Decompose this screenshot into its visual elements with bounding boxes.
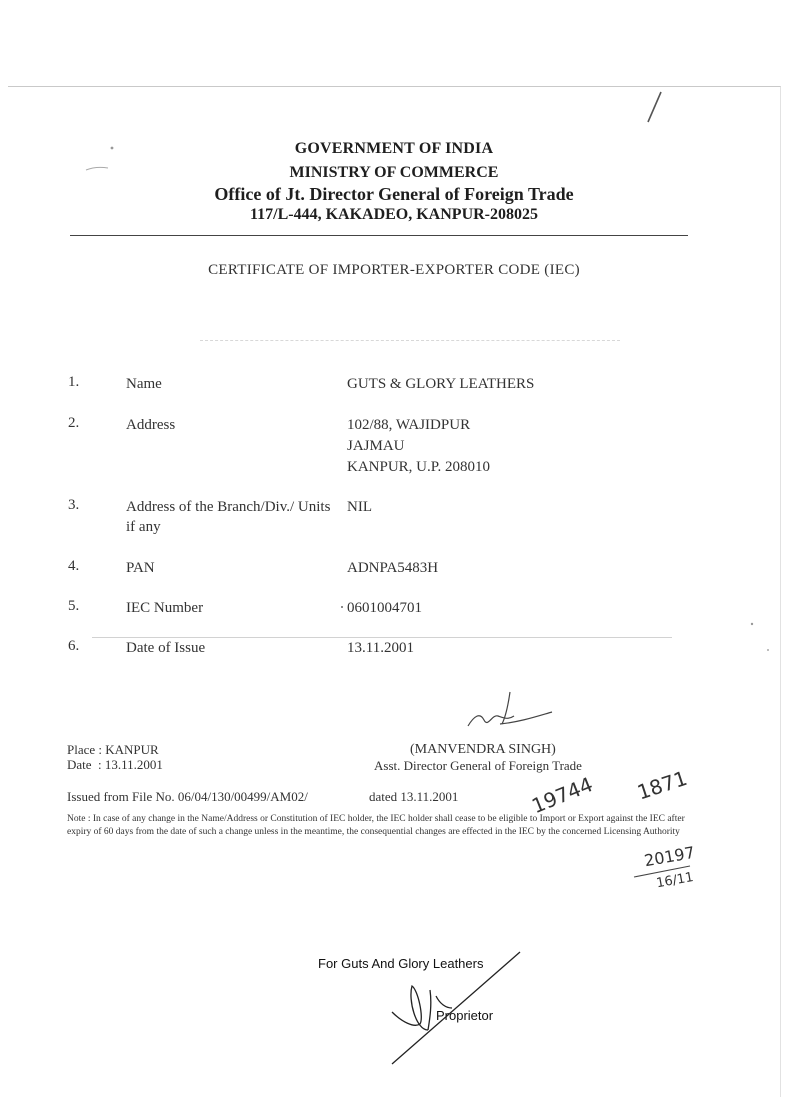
header-government: GOVERNMENT OF INDIA: [294, 140, 494, 157]
field-label-date-of-issue: Date of Issue: [126, 640, 206, 656]
field-label-pan: PAN: [126, 560, 155, 576]
scan-speck: [751, 623, 753, 625]
scan-speck: [341, 606, 343, 608]
field-value-address-line2: JAJMAU: [347, 438, 405, 454]
header-ministry: MINISTRY OF COMMERCE: [289, 164, 499, 181]
proprietor-signature: [392, 952, 520, 1064]
handwritten-mark-3: 20197: [642, 842, 697, 871]
header-address: 117/L-444, KAKADEO, KANPUR-208025: [250, 206, 538, 223]
header-office: Office of Jt. Director General of Foreign Trade: [214, 184, 574, 204]
field-label-iec-number: IEC Number: [126, 600, 204, 616]
field-number: 6.: [68, 638, 80, 654]
place: Place : KANPUR: [67, 742, 159, 757]
field-label-address: Address: [126, 417, 176, 433]
field-value-name: GUTS & GLORY LEATHERS: [347, 376, 535, 392]
note-text: Note : In case of any change in the Name/Address or Constitution of IEC holder, the IEC holder shall cease to be eligible to Import or Export against the IEC after expiry of 60 days from the date of such a change unless in the meantime, the consequential changes are effected in the IEC by the concerned Licensing Authority: [67, 814, 685, 837]
handwritten-mark-1: 19744: [528, 772, 597, 819]
field-number: 3.: [68, 497, 80, 513]
officer-signature: [468, 692, 552, 726]
field-number: 2.: [68, 415, 80, 431]
scan-speck: [111, 147, 114, 150]
field-value-iec-number: 0601004701: [347, 600, 422, 616]
signatory-name: (MANVENDRA SINGH): [410, 742, 556, 757]
field-value-branch: NIL: [347, 499, 372, 515]
field-number: 1.: [68, 374, 80, 390]
handwritten-mark-4: 16/11: [655, 870, 695, 892]
issued-from-file: Issued from File No. 06/04/130/00499/AM02/: [67, 789, 308, 804]
field-value-address-line3: KANPUR, U.P. 208010: [347, 459, 490, 475]
stamp-company: For Guts And Glory Leathers: [318, 956, 484, 971]
field-value-date-of-issue: 13.11.2001: [347, 640, 414, 656]
certificate-title: CERTIFICATE OF IMPORTER-EXPORTER CODE (IEC): [208, 262, 580, 278]
handwritten-mark-2: 1871: [634, 765, 691, 805]
date: Date : 13.11.2001: [67, 757, 163, 772]
scan-speck: [767, 649, 769, 651]
issued-dated: dated 13.11.2001: [369, 789, 459, 804]
field-value-address-line1: 102/88, WAJIDPUR: [347, 417, 471, 433]
scan-speck: [86, 167, 108, 170]
signatory-title: Asst. Director General of Foreign Trade: [374, 758, 582, 773]
stamp-role: Proprietor: [436, 1008, 494, 1023]
field-label-name: Name: [126, 376, 162, 392]
field-value-pan: ADNPA5483H: [347, 560, 439, 576]
field-number: 5.: [68, 598, 80, 614]
field-label-branch: Address of the Branch/Div./ Units if any: [126, 499, 331, 535]
pen-stroke: [648, 92, 661, 122]
field-number: 4.: [68, 558, 80, 574]
